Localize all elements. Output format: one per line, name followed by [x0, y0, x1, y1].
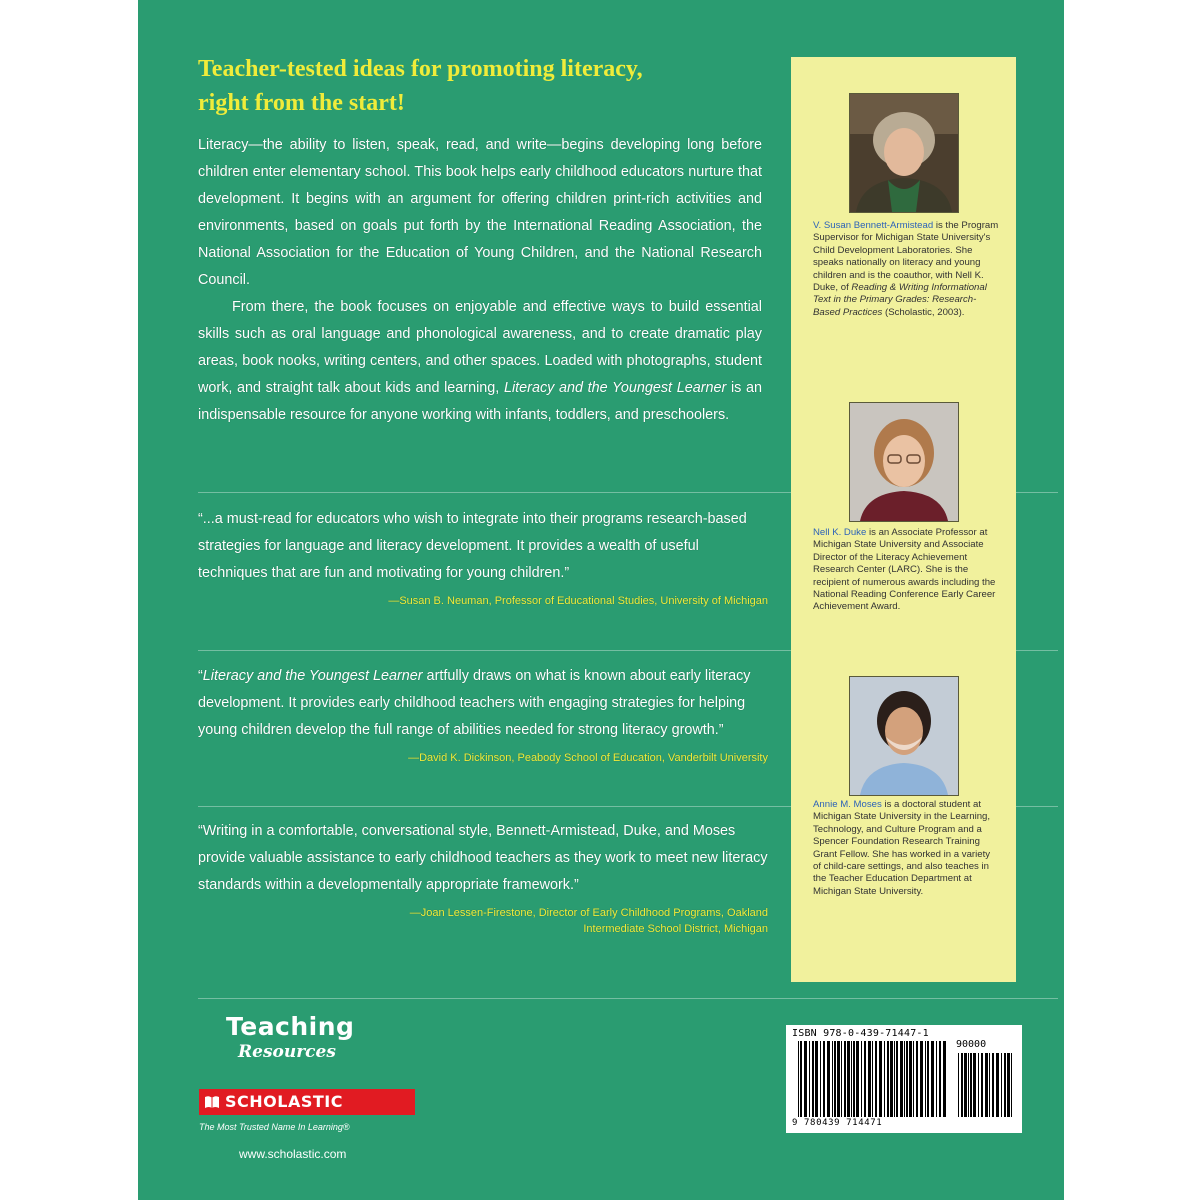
bio-text: (Scholastic, 2003).	[882, 306, 965, 318]
author-name: Nell K. Duke	[813, 527, 867, 538]
book-title: Literacy and the Youngest Learner	[503, 380, 727, 396]
description-text: From there, the book focuses on enjoyable and effective ways to build essential skills such as oral language and phonological awareness, and to create dramatic play areas, book nooks, writing centers, and other spaces. Loaded with photographs, student work, and straight talk about kids and learning,	[198, 299, 762, 396]
cover-headline	[198, 52, 798, 120]
logo-word-resources: Resources	[238, 1042, 336, 1062]
quote-attribution: —David K. Dickinson, Peabody School of Education, Vanderbilt University	[408, 752, 768, 764]
bio-text: is the Program Supervisor for Michigan State University's Child Development Laboratories. She speaks nationally on literacy and young children and is the coauthor, with Nell K. Duke, of	[813, 220, 999, 294]
attribution-line-1: —Joan Lessen-Firestone, Director of Early Childhood Programs, Oakland	[409, 907, 768, 919]
scholastic-logo	[199, 1089, 415, 1115]
quote-text: “...a must-read for educators who wish to integrate into their programs research-based strategies for language and literacy development. It provides a wealth of useful techniques that are fun and motivating for young children.”	[198, 511, 747, 581]
endorsement-quote-1	[198, 506, 768, 609]
divider	[198, 998, 1058, 999]
author-bio-moses	[813, 799, 999, 898]
description-paragraph-1: Literacy—the ability to listen, speak, read, and write—begins developing long before children enter elementary school. This book helps early childhood educators nurture that development. It begins with an argument for offering children print-rich activities and environments, based on goals put forth by the International Reading Association, the National Association for the Education of Young Children, and the National Research Council.	[198, 137, 762, 288]
teaching-resources-logo	[226, 1012, 396, 1068]
quote-text	[198, 663, 768, 744]
price-code: 90000	[956, 1039, 987, 1050]
book-title: Literacy and the Youngest Learner	[202, 668, 423, 684]
ean-barcode	[798, 1041, 948, 1117]
endorsement-quote-3	[198, 818, 768, 937]
scholastic-wordmark: SCHOLASTIC	[225, 1092, 343, 1111]
publisher-website[interactable]: www.scholastic.com	[239, 1147, 347, 1161]
quote-body: artfully draws on what is known about early literacy development. It provides early childhood teachers with engaging strategies for helping young children develop the full range of abilities needed for strong literacy growth.”	[198, 668, 751, 738]
back-cover	[138, 0, 1064, 1200]
isbn-number: ISBN 978-0-439-71447-1	[792, 1028, 929, 1039]
attribution-line-2: Intermediate School District, Michigan	[583, 923, 768, 935]
book-description	[198, 132, 762, 429]
headline-line-1: Teacher-tested ideas for promoting literacy,	[198, 56, 643, 82]
open-book-icon	[204, 1095, 220, 1109]
author-photo-bennett-armistead	[849, 93, 959, 213]
bio-text: is an Associate Professor at Michigan State University and Associate Director of the Literacy Achievement Research Center (LARC). She is the recipient of numerous awards including the National Reading Conference Early Career Achievement Award.	[813, 527, 996, 613]
author-photo-duke	[849, 402, 959, 522]
author-name: V. Susan Bennett-Armistead	[813, 220, 934, 231]
headline-line-2: right from the start!	[198, 90, 405, 116]
logo-word-teaching: Teaching	[226, 1012, 355, 1041]
authors-sidebar	[791, 57, 1016, 982]
quote-text: “Writing in a comfortable, conversational style, Bennett-Armistead, Duke, and Moses provide valuable assistance to early childhood teachers as they work to meet new literacy standards within a developmentally appropriate framework.”	[198, 823, 768, 893]
author-name: Annie M. Moses	[813, 799, 882, 810]
publisher-tagline: The Most Trusted Name In Learning®	[199, 1122, 350, 1132]
description-text: is an indispensable resource for anyone working with infants, toddlers, and preschoolers.	[198, 380, 762, 423]
bio-book-title: Reading & Writing Informational Text in the Primary Grades: Research-Based Practices	[813, 282, 987, 318]
ean-digits: 9 780439 714471	[792, 1118, 883, 1128]
author-bio-duke	[813, 527, 999, 614]
quote-attribution	[198, 905, 768, 937]
quote-open-mark: “	[198, 668, 203, 684]
author-photo-moses	[849, 676, 959, 796]
price-barcode	[958, 1053, 1014, 1117]
quote-attribution: —Susan B. Neuman, Professor of Educational Studies, University of Michigan	[388, 595, 768, 607]
bio-text: is a doctoral student at Michigan State University in the Learning, Technology, and Culture Program and a Spencer Foundation Research Training Grant Fellow. She has worked in a variety of child-care settings, and also teaches in the Teacher Education Department at Michigan State University.	[813, 799, 991, 897]
barcode-box	[786, 1025, 1022, 1133]
endorsement-quote-2	[198, 663, 768, 766]
author-bio-bennett-armistead	[813, 220, 999, 319]
description-paragraph-2	[198, 294, 762, 429]
